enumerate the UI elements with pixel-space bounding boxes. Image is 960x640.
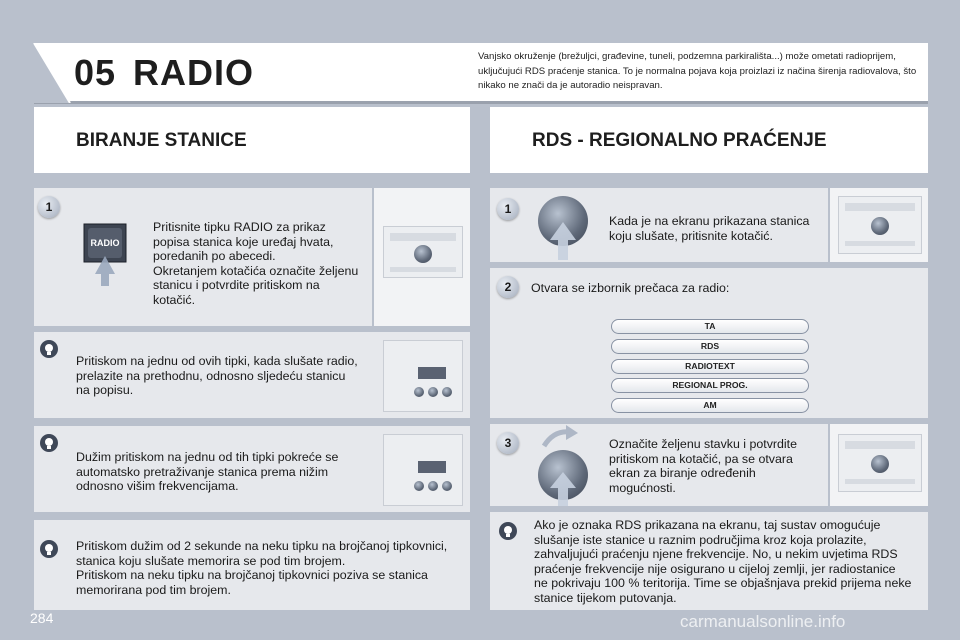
text-line: Ako je oznaka RDS prikazana na ekranu, taj sustav omogućuje [534, 518, 881, 532]
right-step2-text: Otvara se izbornik prečaca za radio: [531, 281, 730, 295]
text-line: Kada je na ekranu prikazana stanica [609, 214, 810, 228]
menu-item-rds[interactable]: RDS [611, 339, 809, 354]
radio-device-icon [383, 434, 463, 506]
chapter-number: 05 [74, 52, 117, 93]
header-shadow [34, 101, 928, 104]
bulb-tip-icon [38, 338, 60, 360]
menu-item-radiotext[interactable]: RADIOTEXT [611, 359, 809, 374]
text-line: praćenje frekvencije nije osigurano u cijeloj zemlji, jer radiostanice [534, 561, 896, 576]
text-line: odnosno višim frekvencijama. [76, 479, 239, 494]
watermark: carmanualsonline.info [680, 612, 846, 631]
text-line: Pritiskom na neku tipku na brojčanoj tipkovnici poziva se stanica [76, 568, 428, 583]
left-tip2-text [76, 450, 376, 494]
header-notice: Vanjsko okruženje (brežuljci, građevine, tuneli, podzemna parkirališta...) može ometati radioprijem, uključujući RDS praćenje stanica. To je normalna pojava koja proizlazi iz načina širenja radiovalova, što nikako ne znači da je autoradio neispravan. [478, 51, 917, 91]
text-line: Označite željenu stavku i potvrdite [609, 437, 798, 451]
text-line: ne pokrivaju 100 % teritorija. Time se objašnjava prekid prijema neke [534, 576, 912, 591]
text-line: na popisu. [76, 383, 134, 398]
radio-device-icon [838, 434, 922, 492]
rotate-arrow-icon [540, 424, 580, 450]
bulb-tip-icon [497, 520, 519, 542]
step-badge: 1 [38, 196, 60, 218]
chapter-title: RADIO [133, 52, 254, 93]
text-line: stanica koju slušate memorira se pod tim brojem. [76, 553, 346, 568]
left-section-title-box [34, 107, 470, 173]
text-line: ekran za biranje određenih [609, 466, 756, 481]
radio-device-icon [838, 196, 922, 254]
radio-button-label: RADIO [90, 238, 120, 248]
text-line: stanice tijekom putovanja. [534, 590, 677, 605]
left-section-title: BIRANJE STANICE [76, 130, 247, 151]
press-arrow-icon [548, 222, 578, 262]
right-tip-text [534, 518, 926, 606]
step-badge: 2 [497, 276, 519, 298]
radio-device-icon [383, 340, 463, 412]
text-line: koju slušate, pritisnite kotačić. [609, 228, 773, 243]
text-line: memorirana pod tim brojem. [76, 582, 231, 597]
step-badge: 3 [497, 432, 519, 454]
left-tip3-text [76, 539, 466, 597]
menu-item-ta[interactable]: TA [611, 319, 809, 334]
text-line: Pritiskom na jednu od ovih tipki, kada slušate radio, [76, 354, 358, 368]
text-line: Pritiskom dužim od 2 sekunde na neku tipku na brojčanoj tipkovnici, [76, 539, 448, 553]
text-line: stanicu i potvrdite pritiskom na [153, 278, 320, 293]
radio-device-icon [383, 226, 463, 278]
text-line: kotačić. [153, 292, 196, 307]
text-line: mogućnosti. [609, 480, 676, 495]
right-section-title-box [490, 107, 928, 173]
left-step1-text [153, 220, 369, 308]
text-line: slušanje iste stanice u raznim područjima kroz koja prolazite, [534, 532, 867, 547]
text-line: prelazite na prethodnu, odnosno sljedeću stanicu [76, 368, 346, 383]
text-line: Okretanjem kotačića označite željenu [153, 263, 359, 278]
right-section-title: RDS - REGIONALNO PRAĆENJE [532, 130, 827, 151]
text-line: popisa stanica koje uređaj hvata, [153, 234, 334, 249]
bulb-tip-icon [38, 432, 60, 454]
bulb-tip-icon [38, 538, 60, 560]
header-notch [0, 43, 80, 103]
menu-item-am[interactable]: AM [611, 398, 809, 413]
step-badge: 1 [497, 198, 519, 220]
press-arrow-icon [548, 472, 578, 508]
right-step1-text [609, 214, 824, 243]
menu-item-regional-prog[interactable]: REGIONAL PROG. [611, 378, 809, 393]
text-line: Dužim pritiskom na jednu od tih tipki pokreće se [76, 450, 339, 464]
text-line: automatsko pretraživanje stanica prema nižim [76, 464, 329, 479]
left-tip1-text [76, 354, 376, 398]
text-line: zahvaljujući praćenju njene frekvencije. No, u nekim uvjetima RDS [534, 547, 898, 562]
text-line: Pritisnite tipku RADIO za prikaz [153, 220, 326, 234]
text-line: pritiskom na kotačić, pa se otvara [609, 451, 793, 466]
right-step3-text [609, 437, 824, 495]
text-line: poredanih po abecedi. [153, 249, 276, 264]
page-number: 284 [30, 610, 54, 626]
